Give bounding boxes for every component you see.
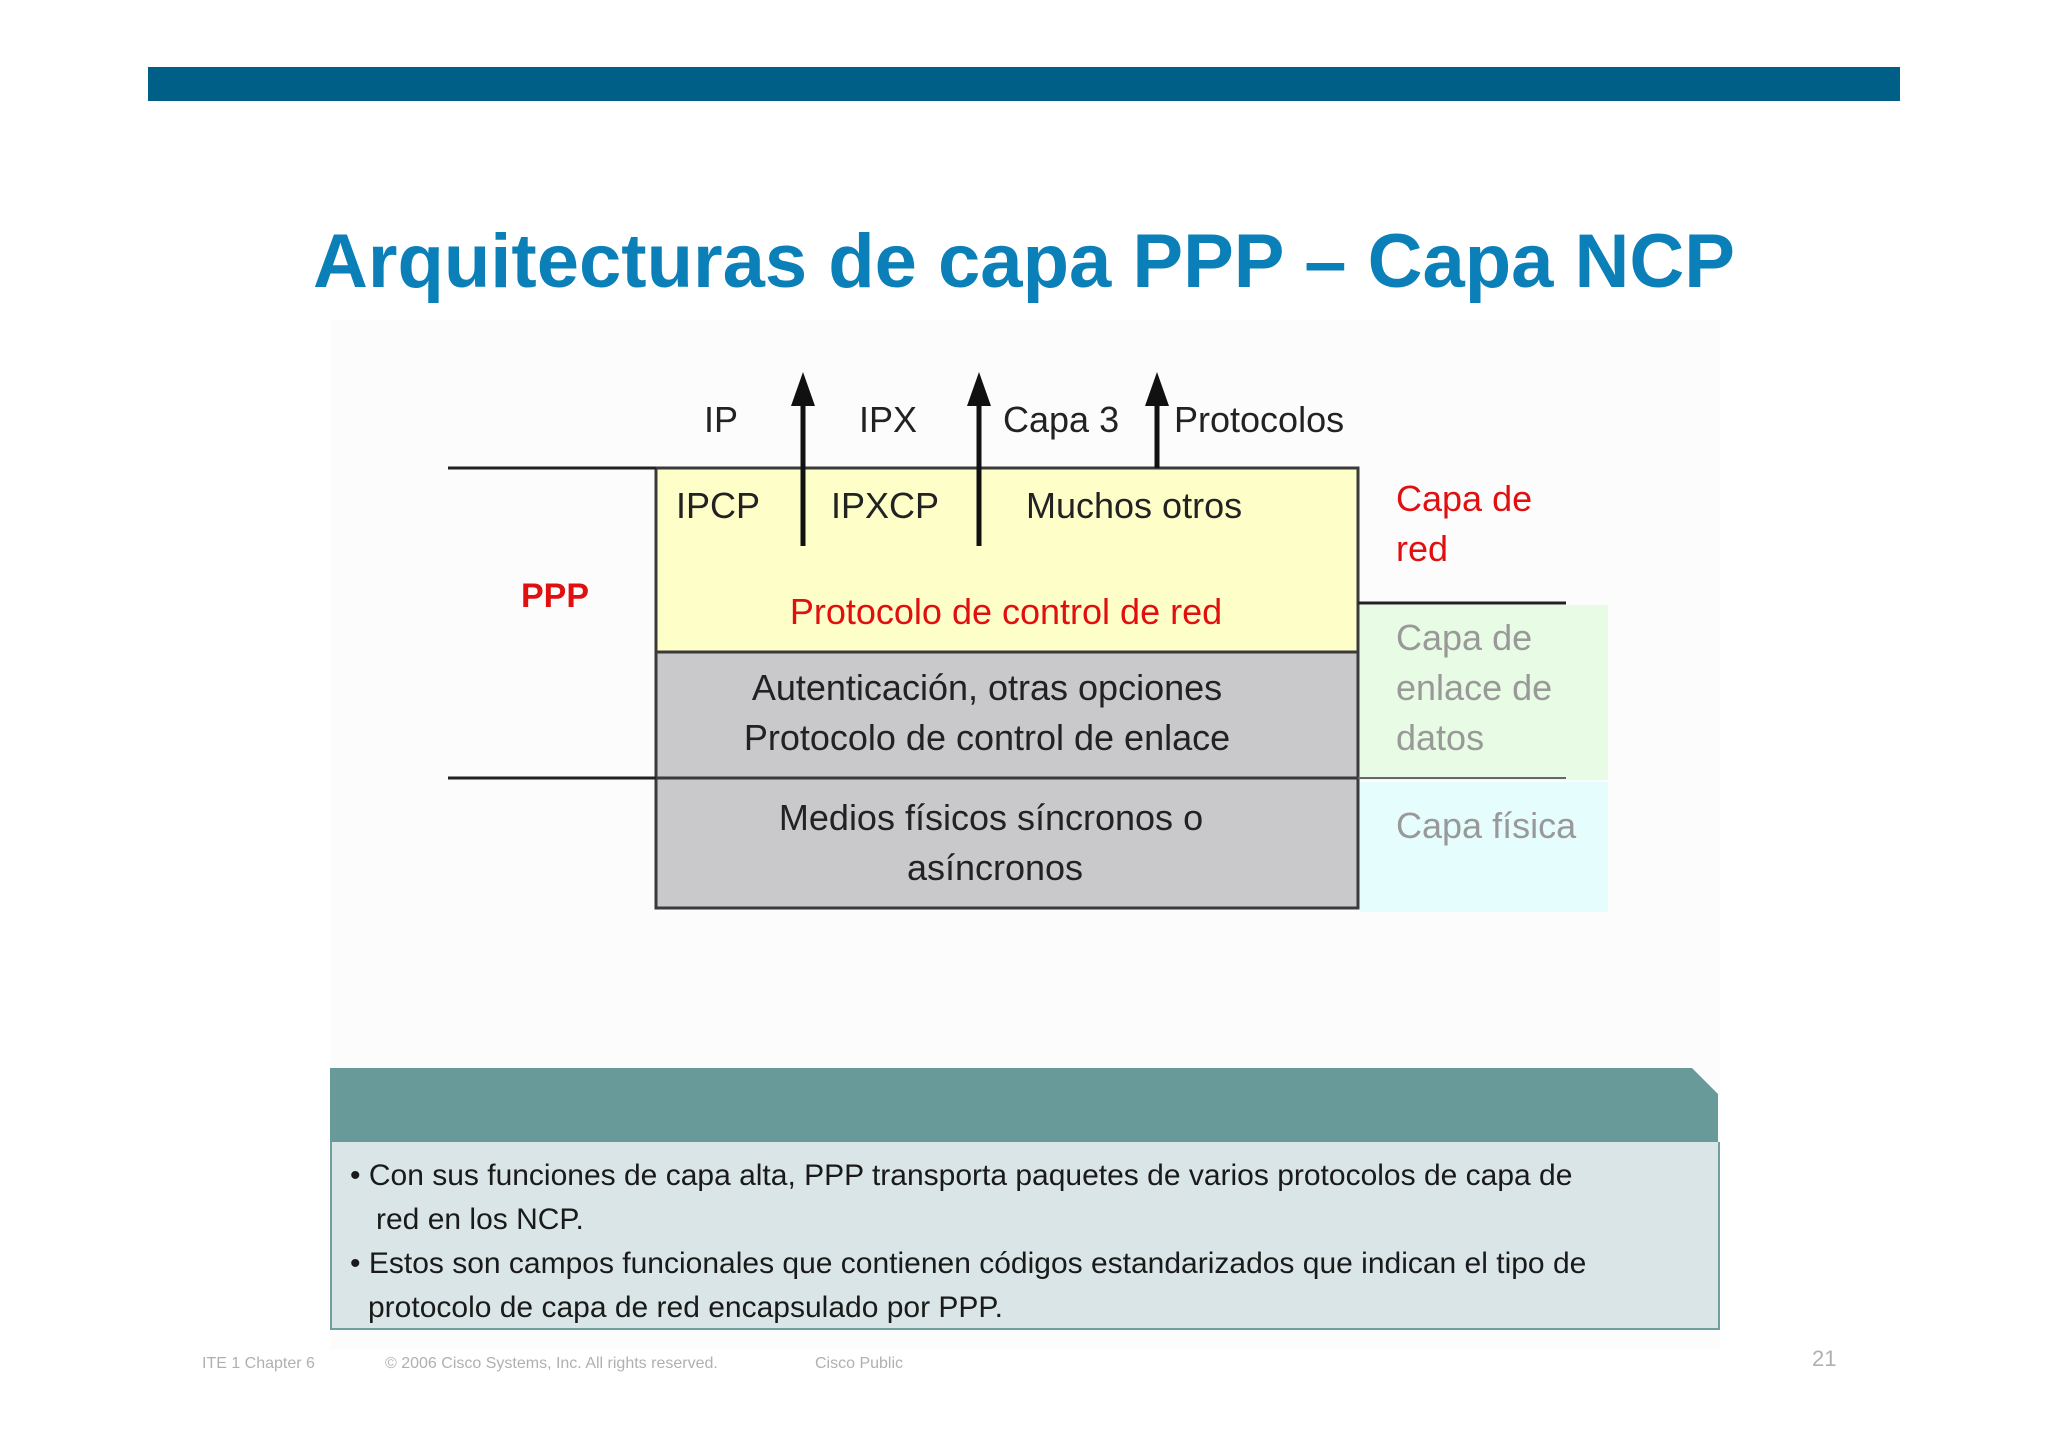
network-layer-label-1: Capa de	[1396, 478, 1533, 519]
ncp-label: Protocolo de control de red	[789, 591, 1223, 632]
label-ipx: IPX	[859, 399, 918, 440]
notes-body	[330, 1142, 1720, 1330]
note-bullet-1	[350, 1154, 1700, 1242]
physical-layer-label: Capa física	[1396, 805, 1577, 846]
label-protocolos: Protocolos	[1174, 399, 1345, 440]
physical-line-2: asíncronos	[906, 847, 1084, 888]
note-bullet-2-line-1: • Estos son campos funcionales que contienen códigos estandarizados que indican el tipo de	[350, 1247, 1587, 1280]
ncp-muchos-otros: Muchos otros	[1026, 485, 1243, 526]
page-number: 21	[1812, 1346, 1837, 1371]
note-bullet-2-line-2: protocolo de capa de red encapsulado por PPP.	[368, 1291, 1003, 1324]
footer-copyright: © 2006 Cisco Systems, Inc. All rights reserved.	[385, 1355, 718, 1372]
footer-course: ITE 1 Chapter 6	[202, 1355, 315, 1372]
lcp-line-1: Autenticación, otras opciones	[751, 667, 1223, 708]
slide-title: Arquitecturas de capa PPP – Capa NCP	[313, 219, 1735, 304]
ncp-ipcp: IPCP	[676, 485, 761, 526]
bullet-dot-icon: •	[350, 1159, 369, 1192]
notes-header	[330, 1068, 1718, 1142]
physical-layer-bg	[1360, 782, 1608, 912]
ppp-label: PPP	[520, 577, 590, 615]
datalink-layer-label-1: Capa de	[1396, 617, 1533, 658]
footer-classification: Cisco Public	[815, 1355, 904, 1372]
bullet-dot-icon: •	[350, 1247, 369, 1280]
label-capa3: Capa 3	[1003, 399, 1120, 440]
datalink-layer-label-3: datos	[1396, 717, 1485, 758]
datalink-layer-label-2: enlace de	[1396, 667, 1553, 708]
notes-box	[330, 1068, 1718, 1334]
ncp-ipxcp: IPXCP	[831, 485, 940, 526]
lcp-line-2: Protocolo de control de enlace	[743, 717, 1231, 758]
network-layer-label-2: red	[1396, 528, 1449, 569]
note-bullet-1-line-2: red en los NCP.	[376, 1203, 584, 1236]
label-ip: IP	[704, 399, 739, 440]
note-bullet-2	[350, 1242, 1700, 1330]
note-bullet-1-line-1: • Con sus funciones de capa alta, PPP transporta paquetes de varios protocolos de capa de	[350, 1159, 1573, 1192]
physical-line-1: Medios físicos síncronos o	[778, 797, 1204, 838]
arrow-capa3-icon	[1145, 372, 1169, 468]
